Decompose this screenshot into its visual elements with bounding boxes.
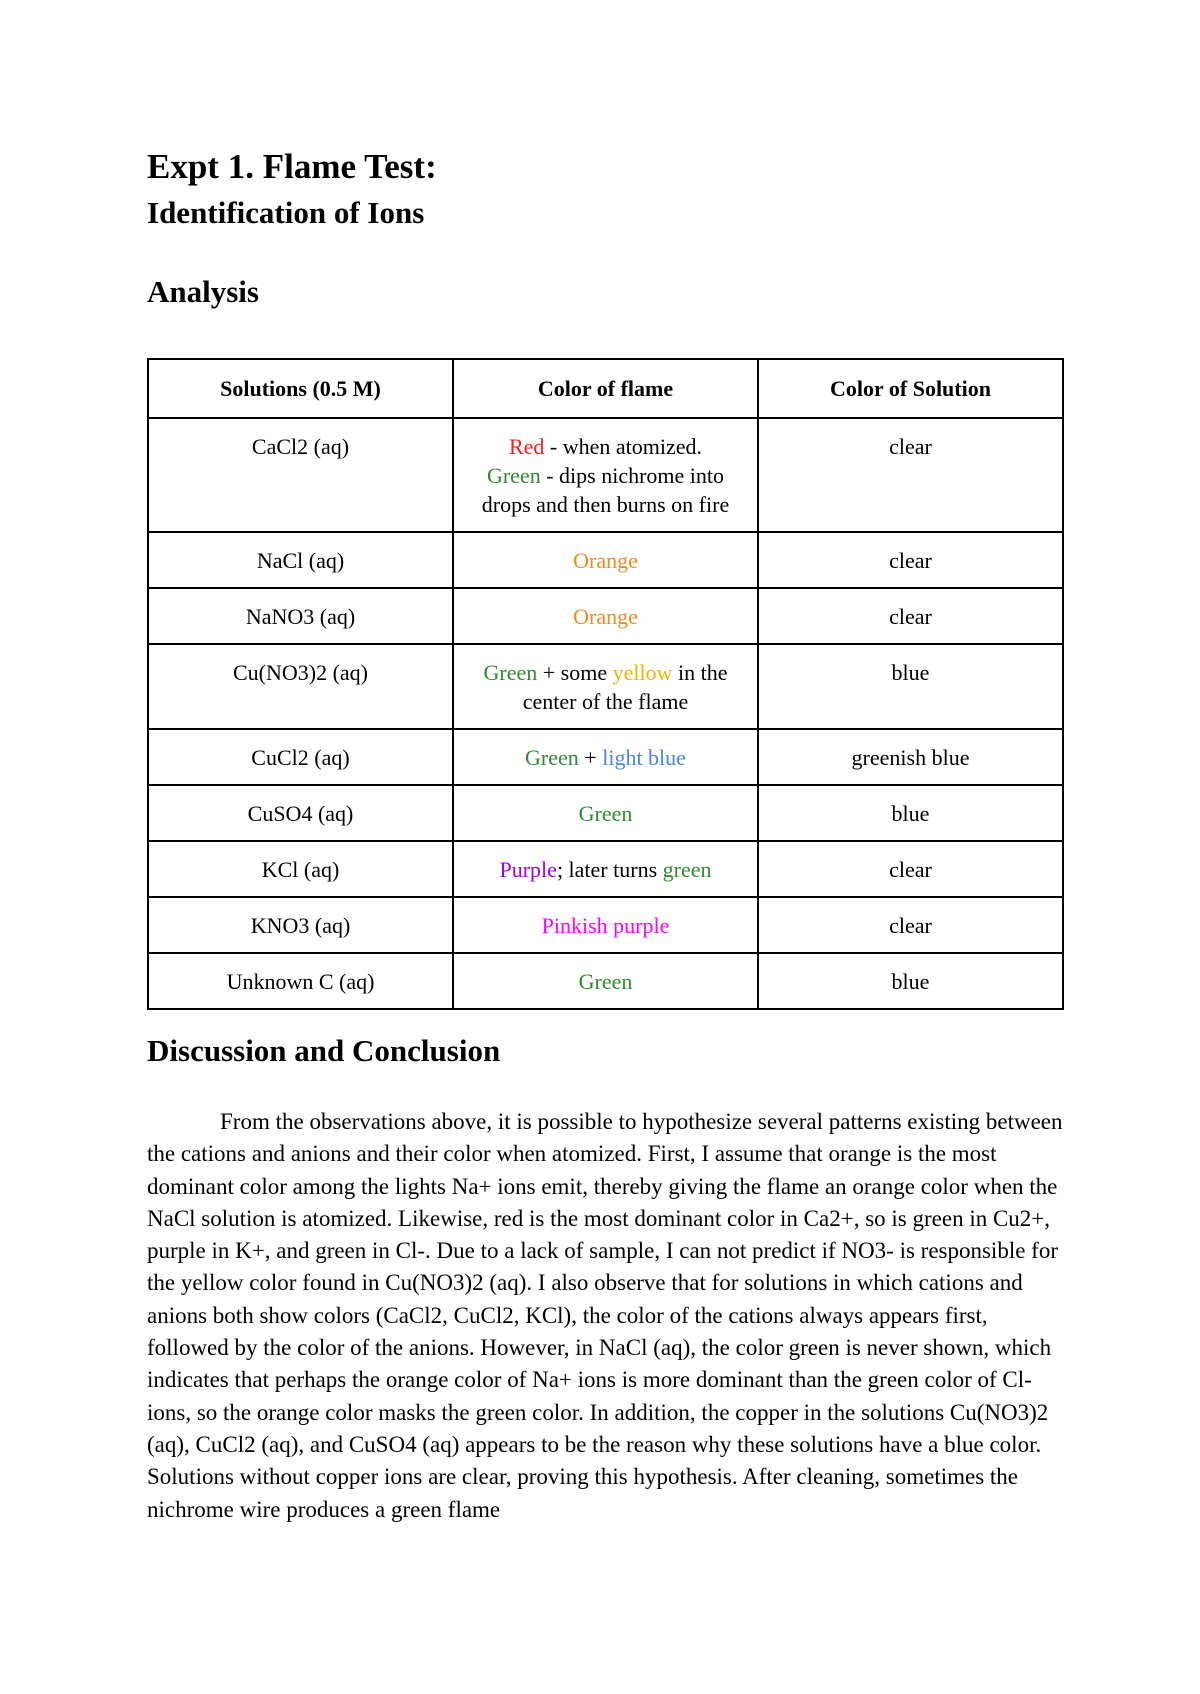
cell-solution-color: blue: [758, 785, 1063, 841]
flame-color-word: green: [662, 857, 712, 882]
cell-solution-color: clear: [758, 897, 1063, 953]
flame-color-word: Green: [578, 969, 633, 994]
cell-solution-color: clear: [758, 532, 1063, 588]
table-row: [148, 588, 1063, 644]
document-subtitle: Identification of Ions: [147, 195, 425, 230]
cell-solution: KNO3 (aq): [148, 897, 453, 953]
cell-solution: CaCl2 (aq): [148, 418, 453, 532]
column-header-flame-color: Color of flame: [453, 359, 758, 418]
flame-color-word: Pinkish purple: [541, 913, 670, 938]
document-title: Expt 1. Flame Test:: [147, 147, 437, 186]
table-row: [148, 785, 1063, 841]
cell-flame-color: [453, 841, 758, 897]
flame-text: - when atomized.: [544, 434, 703, 459]
cell-flame-color: [453, 418, 758, 532]
flame-text: +: [578, 745, 603, 770]
cell-flame-color: [453, 953, 758, 1009]
cell-solution: NaNO3 (aq): [148, 588, 453, 644]
flame-color-word: Purple: [499, 857, 557, 882]
cell-flame-color: [453, 644, 758, 729]
cell-solution: Unknown C (aq): [148, 953, 453, 1009]
flame-color-word: Red: [508, 434, 545, 459]
cell-solution: KCl (aq): [148, 841, 453, 897]
flame-color-word: yellow: [612, 660, 673, 685]
discussion-heading: Discussion and Conclusion: [147, 1033, 501, 1068]
cell-solution-color: blue: [758, 644, 1063, 729]
table-header-row: [148, 359, 1063, 418]
flame-text: - dips nichrome into drops and then burns on fire: [481, 463, 730, 517]
cell-flame-color: [453, 729, 758, 785]
flame-color-word: Orange: [573, 548, 638, 573]
cell-solution: CuSO4 (aq): [148, 785, 453, 841]
cell-solution: NaCl (aq): [148, 532, 453, 588]
table-row: [148, 953, 1063, 1009]
column-header-solution-color: Color of Solution: [758, 359, 1063, 418]
cell-solution: CuCl2 (aq): [148, 729, 453, 785]
cell-solution-color: greenish blue: [758, 729, 1063, 785]
table-row: [148, 729, 1063, 785]
column-header-solutions: Solutions (0.5 M): [148, 359, 453, 418]
table-body: [148, 418, 1063, 1009]
table-row: [148, 644, 1063, 729]
cell-flame-color: [453, 588, 758, 644]
flame-text: in the center of the flame: [522, 660, 728, 714]
flame-color-word: Orange: [573, 604, 638, 629]
discussion-paragraph: From the observations above, it is possible to hypothesize several patterns existing between the cations and anions and their color when atomized. First, I assume that orange is the most dominant color among the lights Na+ ions emit, thereby giving the flame an orange color when the NaCl solution is atomized. Likewise, red is the most dominant color in Ca2+, so is green in Cu2+, purple in K+, and green in Cl-. Due to a lack of sample, I can not predict if NO3- is responsible for the yellow color found in Cu(NO3)2 (aq). I also observe that for solutions in which cations and anions both show colors (CaCl2, CuCl2, KCl), the color of the cations always appears first, followed by the color of the anions. However, in NaCl (aq), the color green is never shown, which indicates that perhaps the orange color of Na+ ions is more dominant than the green color of Cl- ions, so the orange color masks the green color. In addition, the copper in the solutions Cu(NO3)2 (aq), CuCl2 (aq), and CuSO4 (aq) appears to be the reason why these solutions have a blue color. Solutions without copper ions are clear, proving this hypothesis. After cleaning, sometimes the nichrome wire produces a green flame: [147, 1109, 1063, 1522]
cell-solution: Cu(NO3)2 (aq): [148, 644, 453, 729]
table-row: [148, 897, 1063, 953]
flame-color-word: Green: [525, 745, 579, 770]
cell-solution-color: blue: [758, 953, 1063, 1009]
cell-solution-color: clear: [758, 418, 1063, 532]
cell-flame-color: [453, 532, 758, 588]
cell-flame-color: [453, 785, 758, 841]
cell-solution-color: clear: [758, 588, 1063, 644]
flame-color-word: Green: [483, 660, 538, 685]
flame-text: ; later turns: [556, 857, 663, 882]
table-row: [148, 532, 1063, 588]
table-row: [148, 418, 1063, 532]
cell-solution-color: clear: [758, 841, 1063, 897]
flame-color-word: light blue: [602, 745, 686, 770]
analysis-heading: Analysis: [147, 274, 259, 309]
flame-test-table: [147, 358, 1064, 1010]
cell-flame-color: [453, 897, 758, 953]
table-row: [148, 841, 1063, 897]
flame-color-word: Green: [578, 801, 633, 826]
flame-color-word: Green: [486, 463, 541, 488]
flame-text: + some: [537, 660, 613, 685]
